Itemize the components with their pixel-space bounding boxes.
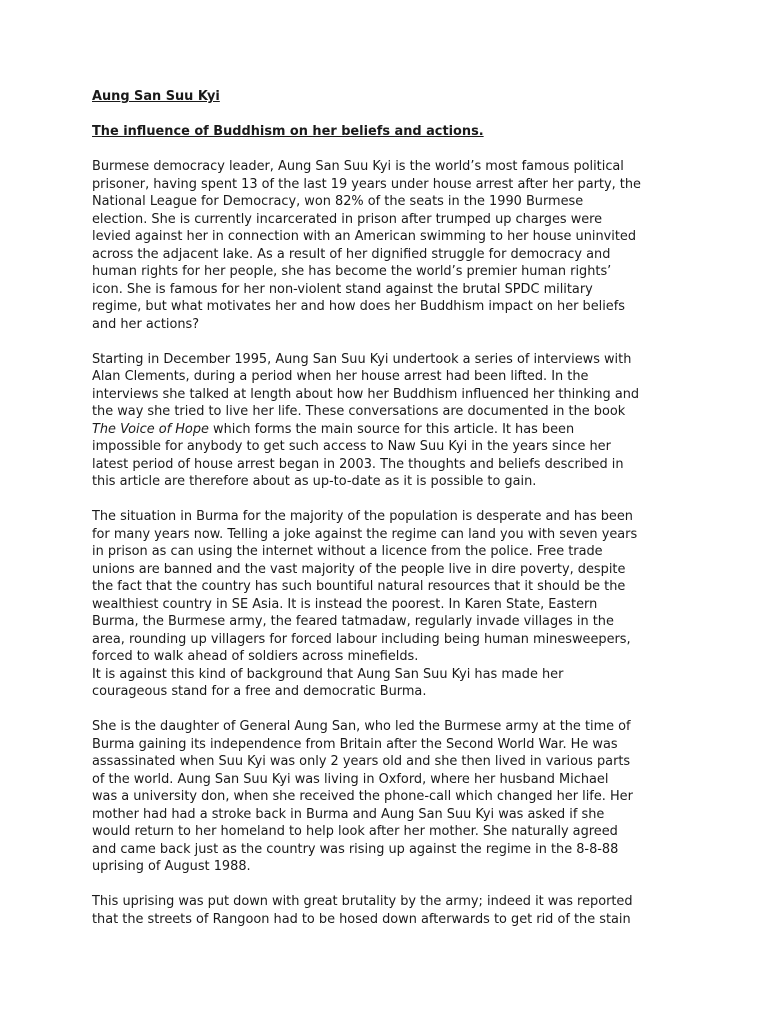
paragraph-line: Burma, the Burmese army, the feared tatmadaw, regularly invade villages in the [92, 614, 614, 629]
paragraph-line: human rights for her people, she has become the world’s premier human rights’ [92, 264, 612, 279]
paragraph-line: this article are therefore about as up-to-date as it is possible to gain. [92, 474, 537, 489]
paragraph-line: National League for Democracy, won 82% of the seats in the 1990 Burmese [92, 194, 584, 209]
paragraph-line: would return to her homeland to help look after her mother. She naturally agreed [92, 824, 618, 839]
paragraph-line: in prison as can using the internet without a licence from the police. Free trade [92, 544, 603, 559]
paragraph-line: She is the daughter of General Aung San, who led the Burmese army at the time of [92, 719, 631, 734]
paragraph-interviews [92, 351, 692, 491]
paragraph-line: the fact that the country has such bountiful natural resources that it should be the [92, 579, 626, 594]
paragraph-line: levied against her in connection with an American swimming to her house uninvited [92, 229, 637, 244]
paragraph-line: and came back just as the country was rising up against the regime in the 8-8-88 [92, 841, 619, 857]
document-title: Aung San Suu Kyi [92, 89, 220, 104]
paragraph-line: impossible for anybody to get such access to Naw Suu Kyi in the years since her [92, 439, 611, 454]
paragraph-uprising [92, 893, 692, 928]
paragraph-line: forced to walk ahead of soldiers across minefields. [92, 649, 419, 664]
paragraph-line: latest period of house arrest began in 2003. The thoughts and beliefs described in [92, 456, 624, 472]
paragraph-background [92, 666, 692, 701]
paragraph-line: that the streets of Rangoon had to be hosed down afterwards to get rid of the stain [92, 911, 631, 927]
paragraph-line: Burma gaining its independence from Britain after the Second World War. He was [92, 736, 618, 752]
paragraph-line: Starting in December 1995, Aung San Suu Kyi undertook a series of interviews with [92, 351, 632, 367]
paragraph-line: across the adjacent lake. As a result of her dignified struggle for democracy and [92, 246, 611, 262]
paragraph-line: area, rounding up villagers for forced labour including being human minesweepers, [92, 631, 631, 647]
paragraph-intro [92, 158, 692, 333]
document-page [92, 88, 692, 946]
paragraph-line: interviews she talked at length about how her Buddhism influenced her thinking and [92, 386, 640, 402]
paragraph-line: courageous stand for a free and democratic Burma. [92, 684, 427, 699]
paragraph-line: regime, but what motivates her and how does her Buddhism impact on her beliefs [92, 299, 625, 314]
paragraph-line: of the world. Aung San Suu Kyi was living in Oxford, where her husband Michael [92, 771, 609, 787]
paragraph-line: prisoner, having spent 13 of the last 19 years under house arrest after her party, the [92, 176, 641, 192]
paragraph-line: Alan Clements, during a period when her house arrest had been lifted. In the [92, 369, 589, 384]
paragraph-situation [92, 508, 692, 666]
paragraph-line: election. She is currently incarcerated in prison after trumped up charges were [92, 211, 603, 227]
paragraph-line: wealthiest country in SE Asia. It is instead the poorest. In Karen State, Eastern [92, 596, 598, 612]
paragraph-line: Burmese democracy leader, Aung San Suu Kyi is the world’s most famous political [92, 159, 624, 174]
document-subtitle: The influence of Buddhism on her beliefs and actions. [92, 124, 484, 139]
paragraph-line: the way she tried to live her life. These conversations are documented in the book [92, 404, 626, 419]
paragraph-line: unions are banned and the vast majority of the people live in dire poverty, despite [92, 561, 626, 577]
paragraph-biography [92, 718, 692, 876]
paragraph-line: This uprising was put down with great brutality by the army; indeed it was reported [92, 894, 633, 909]
paragraph-line: was a university don, when she received the phone-call which changed her life. Her [92, 789, 633, 804]
paragraph-line: for many years now. Telling a joke against the regime can land you with seven years [92, 526, 638, 542]
book-line-rest: which forms the main source for this article. It has been [208, 421, 575, 437]
paragraph-line: The situation in Burma for the majority of the population is desperate and has been [92, 509, 633, 524]
paragraph-line: icon. She is famous for her non-violent stand against the brutal SPDC military [92, 281, 593, 297]
paragraph-line: It is against this kind of background that Aung San Suu Kyi has made her [92, 666, 564, 682]
paragraph-line-book [92, 421, 692, 439]
paragraph-line: uprising of August 1988. [92, 859, 251, 874]
paragraph-line: mother had had a stroke back in Burma and Aung San Suu Kyi was asked if she [92, 806, 605, 822]
book-title: The Voice of Hope [92, 421, 209, 437]
paragraph-line: and her actions? [92, 316, 200, 332]
paragraph-line: assassinated when Suu Kyi was only 2 years old and she then lived in various parts [92, 754, 631, 769]
